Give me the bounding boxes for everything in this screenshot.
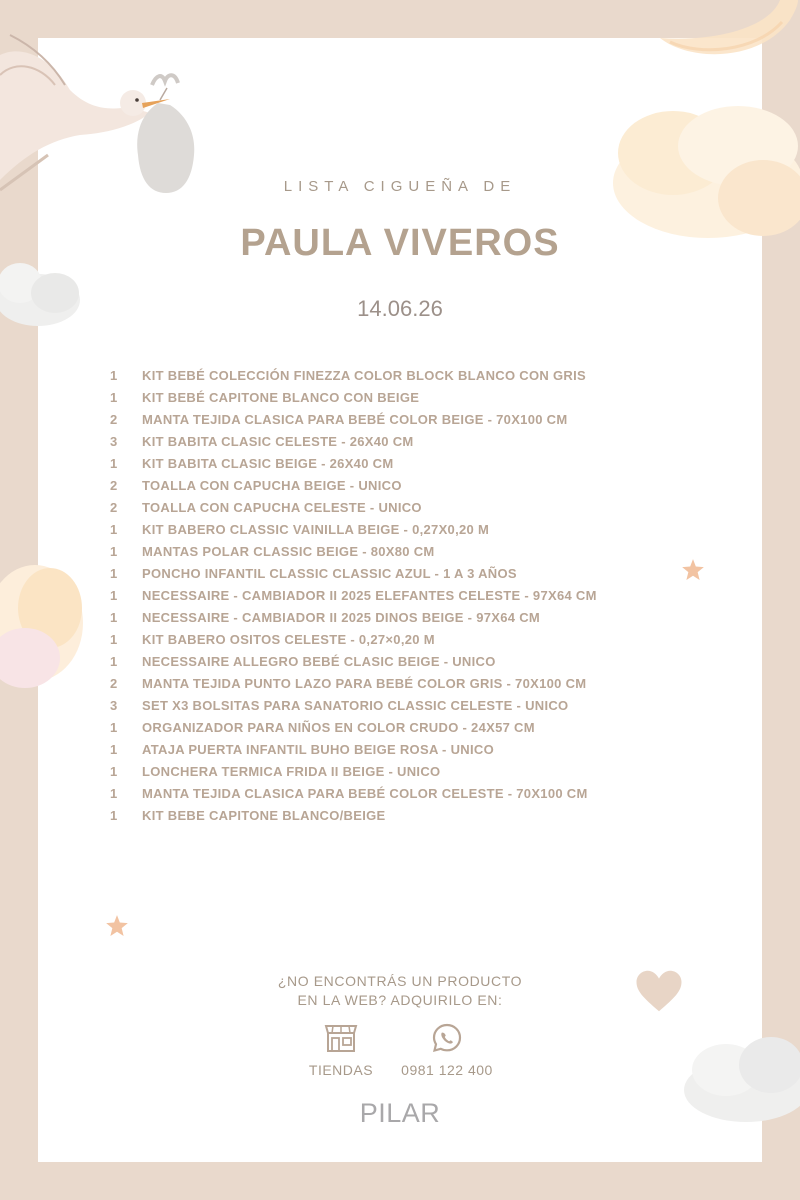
- item-description: KIT BEBE CAPITONE BLANCO/BEIGE: [142, 807, 386, 823]
- item-quantity: 2: [110, 411, 118, 427]
- item-quantity: 1: [110, 455, 118, 471]
- item-quantity: 1: [110, 741, 118, 757]
- item-quantity: 1: [110, 807, 118, 823]
- item-description: KIT BABERO CLASSIC VAINILLA BEIGE - 0,27X0,20 M: [142, 521, 490, 537]
- list-item: [110, 716, 710, 738]
- phone-number: 0981 122 400: [401, 1062, 493, 1078]
- storefront-icon: [323, 1022, 359, 1054]
- item-description: SET X3 BOLSITAS PARA SANATORIO CLASSIC CELESTE - UNICO: [142, 697, 569, 713]
- item-quantity: 2: [110, 477, 118, 493]
- item-quantity: 1: [110, 609, 118, 625]
- list-item: [110, 628, 710, 650]
- footer-question-line: EN LA WEB? ADQUIRILO EN:: [297, 992, 503, 1008]
- star-icon: [104, 913, 130, 939]
- list-item: [110, 782, 710, 804]
- item-description: KIT BEBÉ CAPITONE BLANCO CON BEIGE: [142, 389, 420, 405]
- whatsapp-link[interactable]: [392, 1022, 502, 1078]
- item-description: MANTA TEJIDA CLASICA PARA BEBÉ COLOR CELESTE - 70X100 CM: [142, 785, 588, 801]
- item-description: NECESSAIRE - CAMBIADOR II 2025 DINOS BEIGE - 97X64 CM: [142, 609, 541, 625]
- list-item: [110, 738, 710, 760]
- cloud-illustration: [0, 548, 85, 693]
- list-item: [110, 650, 710, 672]
- list-item: [110, 474, 710, 496]
- item-quantity: 1: [110, 565, 118, 581]
- item-description: KIT BABERO OSITOS CELESTE - 0,27×0,20 M: [142, 631, 435, 647]
- event-date: 14.06.26: [357, 296, 443, 321]
- item-description: NECESSAIRE - CAMBIADOR II 2025 ELEFANTES CELESTE - 97X64 CM: [142, 587, 597, 603]
- list-item: [110, 672, 710, 694]
- stores-label: TIENDAS: [308, 1062, 374, 1078]
- item-quantity: 1: [110, 389, 118, 405]
- item-quantity: 1: [110, 785, 118, 801]
- list-item: [110, 562, 710, 584]
- moon-illustration: [650, 0, 800, 60]
- item-description: ORGANIZADOR PARA NIÑOS EN COLOR CRUDO - 24X57 CM: [142, 719, 535, 735]
- item-description: PONCHO INFANTIL CLASSIC CLASSIC AZUL - 1 A 3 AÑOS: [142, 565, 517, 581]
- item-description: TOALLA CON CAPUCHA BEIGE - UNICO: [142, 477, 402, 493]
- list-item: [110, 408, 710, 430]
- item-description: NECESSAIRE ALLEGRO BEBÉ CLASIC BEIGE - UNICO: [142, 653, 496, 669]
- item-description: KIT BABITA CLASIC CELESTE - 26X40 CM: [142, 433, 414, 449]
- list-subtitle: LISTA CIGUEÑA DE: [283, 178, 517, 195]
- item-quantity: 1: [110, 543, 118, 559]
- list-item: [110, 694, 710, 716]
- list-item: [110, 540, 710, 562]
- stores-link[interactable]: [300, 1022, 382, 1078]
- product-list: [110, 364, 710, 826]
- item-quantity: 1: [110, 587, 118, 603]
- item-description: MANTA TEJIDA PUNTO LAZO PARA BEBÉ COLOR GRIS - 70X100 CM: [142, 675, 587, 691]
- item-quantity: 2: [110, 675, 118, 691]
- list-item: [110, 430, 710, 452]
- stork-illustration: [0, 15, 210, 200]
- item-quantity: 1: [110, 763, 118, 779]
- item-description: KIT BEBÉ COLECCIÓN FINEZZA COLOR BLOCK BLANCO CON GRIS: [142, 367, 586, 383]
- list-item: [110, 584, 710, 606]
- item-quantity: 1: [110, 653, 118, 669]
- list-item: [110, 606, 710, 628]
- item-quantity: 1: [110, 521, 118, 537]
- whatsapp-icon: [430, 1022, 464, 1054]
- item-quantity: 3: [110, 433, 118, 449]
- list-item: [110, 452, 710, 474]
- item-description: TOALLA CON CAPUCHA CELESTE - UNICO: [142, 499, 422, 515]
- item-description: KIT BABITA CLASIC BEIGE - 26X40 CM: [142, 455, 394, 471]
- item-quantity: 2: [110, 499, 118, 515]
- item-quantity: 1: [110, 719, 118, 735]
- item-description: LONCHERA TERMICA FRIDA II BEIGE - UNICO: [142, 763, 441, 779]
- brand-logo: PILAR: [359, 1098, 441, 1128]
- list-item: [110, 496, 710, 518]
- item-description: MANTA TEJIDA CLASICA PARA BEBÉ COLOR BEIGE - 70X100 CM: [142, 411, 568, 427]
- list-item: [110, 804, 710, 826]
- item-description: MANTAS POLAR CLASSIC BEIGE - 80X80 CM: [142, 543, 435, 559]
- item-quantity: 1: [110, 367, 118, 383]
- item-description: ATAJA PUERTA INFANTIL BUHO BEIGE ROSA - UNICO: [142, 741, 494, 757]
- footer-question: [0, 972, 800, 1010]
- list-item: [110, 364, 710, 386]
- list-item: [110, 760, 710, 782]
- item-quantity: 1: [110, 631, 118, 647]
- item-quantity: 3: [110, 697, 118, 713]
- list-item: [110, 386, 710, 408]
- footer-question-line: ¿NO ENCONTRÁS UN PRODUCTO: [277, 973, 523, 989]
- recipient-name: PAULA VIVEROS: [240, 222, 560, 264]
- list-item: [110, 518, 710, 540]
